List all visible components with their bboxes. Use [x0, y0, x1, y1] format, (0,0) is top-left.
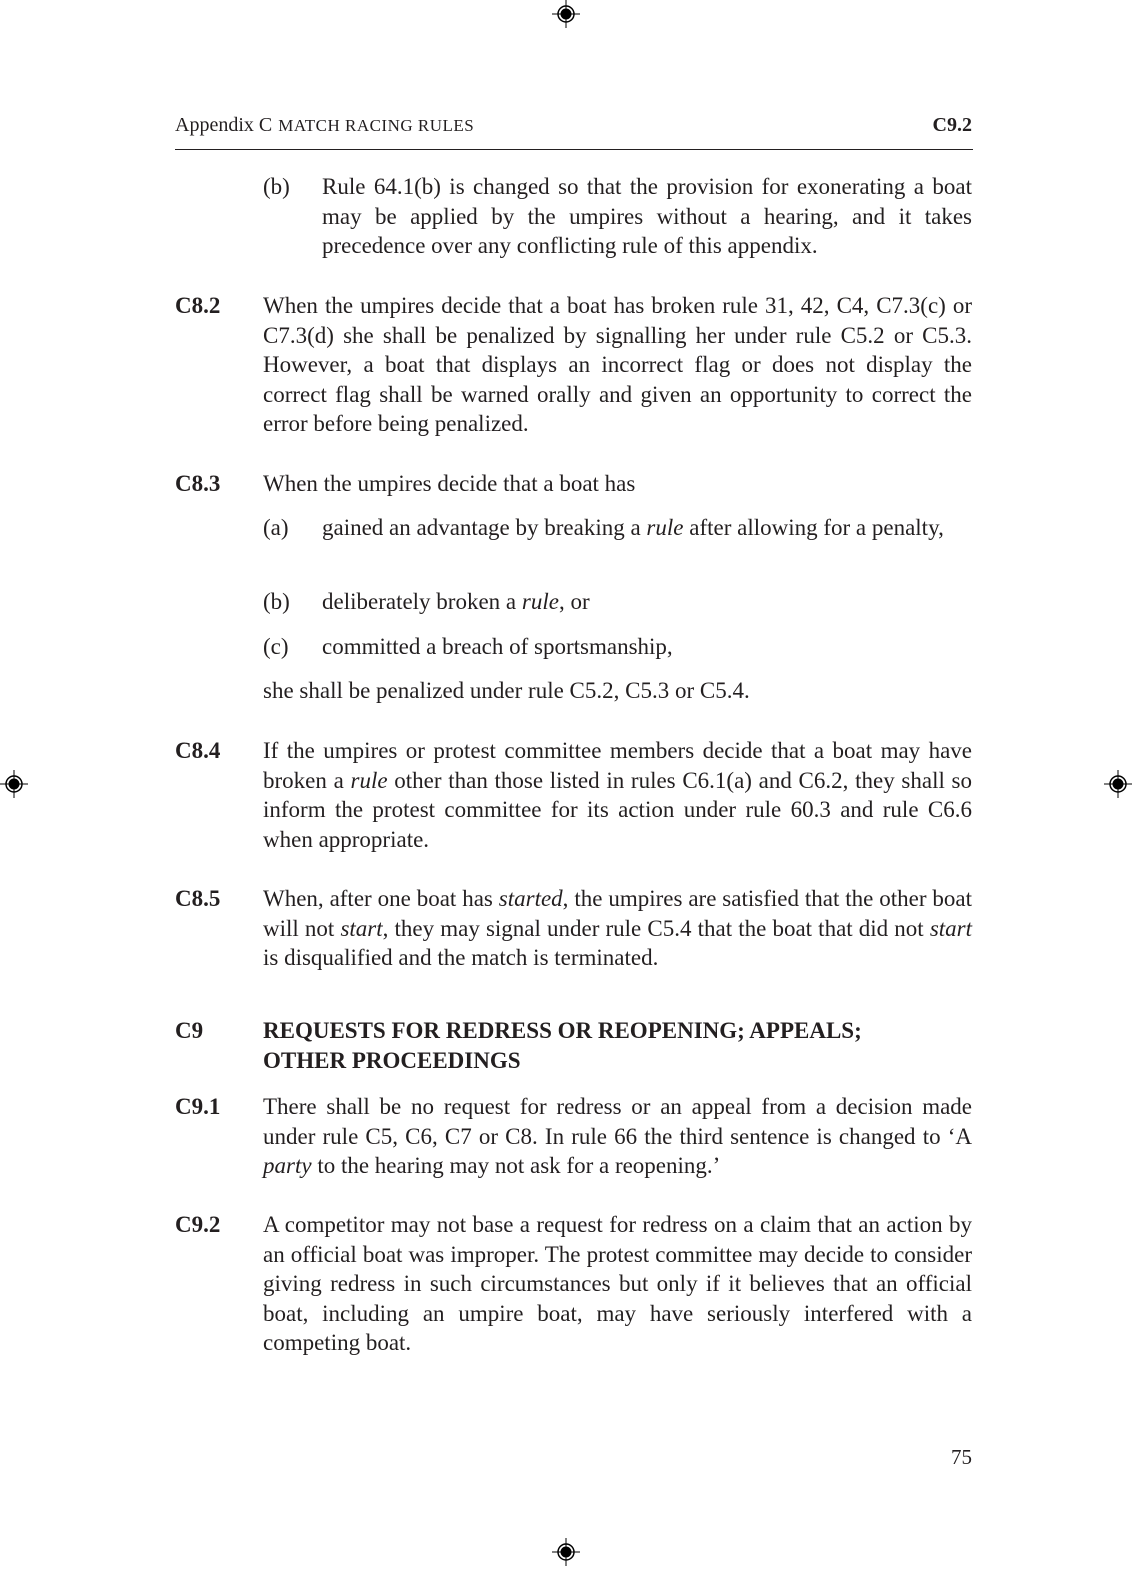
defined-term: rule	[646, 515, 684, 540]
registration-mark-icon	[0, 770, 28, 798]
rule-number: C8.5	[175, 886, 221, 911]
rule-text: When the umpires decide that a boat has broken rule 31, 42, C4, C7.3(c) or C7.3(d) she shall be penalized by signalling her under rule C5.2 or C5.3. However, a boat that displays an incorrect flag or does not display the correct flag shall be warned orally and given an opportunity to correct the error before being penalized.	[263, 293, 972, 437]
rule-number: C8.3	[175, 471, 221, 496]
item-label: (c)	[263, 634, 289, 659]
rule-text	[263, 736, 972, 854]
text-run: to the hearing may not ask for a reopening.’	[311, 1153, 721, 1179]
defined-term: party	[263, 1153, 312, 1179]
item-text: committed a breach of sportsmanship,	[322, 634, 673, 659]
rule-c8-3-b	[175, 587, 972, 617]
text-run: deliberately broken a	[322, 589, 522, 614]
rule-text	[263, 884, 972, 973]
running-header	[175, 114, 972, 137]
header-divider	[175, 149, 973, 150]
rule-c8-4	[175, 736, 972, 854]
item-label: (b)	[263, 589, 290, 614]
rule-c8-3-c	[175, 632, 972, 662]
text-run: , or	[558, 589, 590, 614]
item-text	[322, 587, 972, 617]
defined-term: started	[498, 886, 563, 911]
rule-number: C9.2	[175, 1212, 221, 1237]
text-run: other than those listed in rules C6.1(a) and C6.2, they shall so inform the protest committee for its action under rule 60.3 and rule C6.6 when appropriate.	[263, 767, 973, 852]
registration-mark-icon	[552, 0, 580, 28]
rule-text: A competitor may not base a request for redress on a claim that an action by an official boat was improper. The protest committee may decide to consider giving redress in such circumstances but only if it believes that an official boat, including an umpire boat, may have seriously interfered with a competing boat.	[263, 1212, 972, 1356]
rule-c8-2	[175, 291, 972, 439]
header-chapter: MATCH RACING RULES	[278, 116, 475, 135]
section-heading-c9	[175, 1016, 972, 1075]
defined-term: rule	[350, 767, 388, 793]
header-section: C9.2	[932, 114, 972, 136]
text-run: There shall be no request for redress or an appeal from a decision made under rule C5, C6, C7 or C8. In rule 66 the third sentence is changed to ‘A	[263, 1094, 972, 1149]
text-run: is disqualified and the match is terminated.	[263, 945, 659, 971]
item-text	[322, 513, 972, 543]
page-number: 75	[951, 1445, 972, 1469]
defined-term: rule	[521, 589, 559, 614]
item-label: (b)	[263, 174, 290, 199]
rule-c9-2	[175, 1210, 972, 1358]
item-label: (a)	[263, 515, 289, 540]
rule-c8-3-a	[175, 513, 972, 543]
registration-mark-icon	[552, 1538, 580, 1566]
registration-mark-icon	[1104, 770, 1132, 798]
defined-term: start	[929, 915, 973, 941]
rule-c9-1	[175, 1092, 972, 1181]
rule-number: C8.2	[175, 293, 221, 318]
rule-c8-3-conclusion	[175, 676, 972, 706]
item-text: Rule 64.1(b) is changed so that the provision for exonerating a boat may be applied by the umpires without a hearing, and it takes precedence over any conflicting rule of this appendix.	[322, 174, 972, 259]
text-run: after allowing for a penalty,	[683, 515, 944, 540]
text-run: When, after one boat has	[263, 886, 499, 911]
rule-item-b	[175, 172, 972, 261]
rule-c8-5	[175, 884, 972, 973]
defined-term: start	[340, 915, 383, 941]
text-run: , the umpires are satisfied that the other boat will not	[263, 886, 972, 941]
rule-c8-3	[175, 469, 972, 499]
rule-text	[263, 1092, 972, 1181]
section-title: REQUESTS FOR REDRESS OR REOPENING; APPEALS; OTHER PROCEEDINGS	[263, 1018, 862, 1073]
rule-number: C9.1	[175, 1094, 221, 1119]
header-title	[175, 114, 474, 137]
rule-text: she shall be penalized under rule C5.2, C5.3 or C5.4.	[263, 678, 750, 703]
section-number: C9	[175, 1018, 204, 1043]
rule-text: When the umpires decide that a boat has	[263, 471, 636, 496]
text-run: , they may signal under rule C5.4 that the boat that did not	[382, 915, 930, 941]
text-run: If the umpires or protest committee members decide that a boat may have broken a	[263, 738, 972, 793]
rule-number: C8.4	[175, 738, 221, 763]
header-appendix: Appendix C	[175, 114, 273, 136]
text-run: gained an advantage by breaking a	[322, 515, 647, 540]
